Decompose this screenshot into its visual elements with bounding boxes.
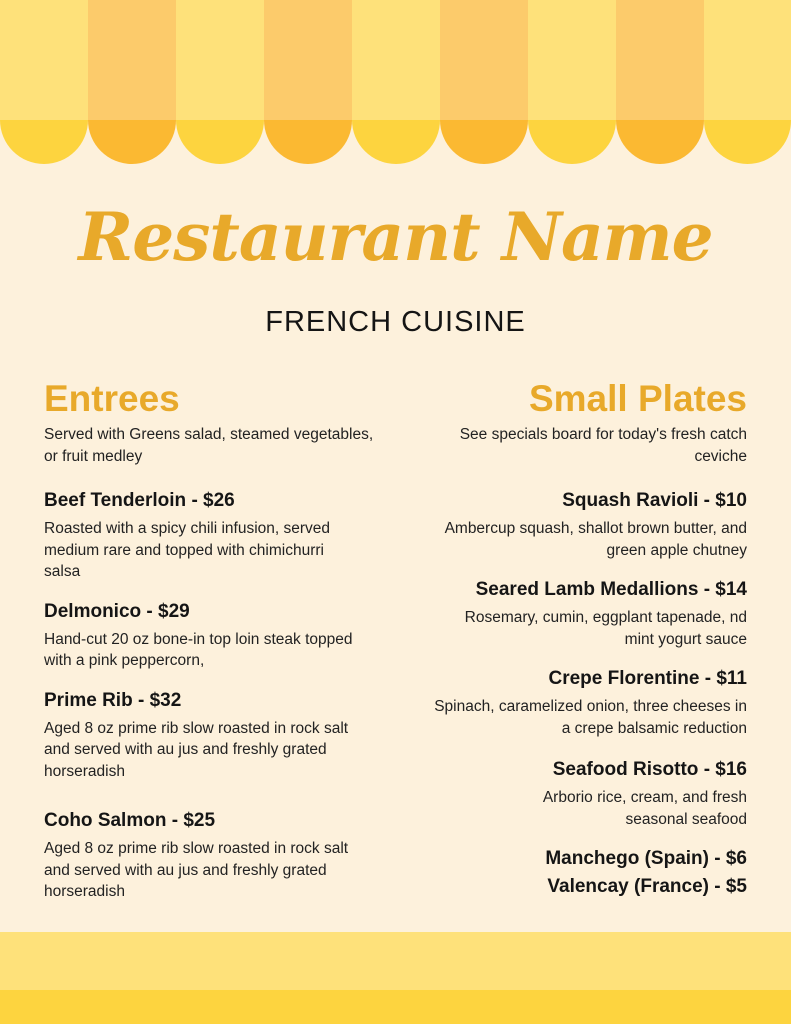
- awning-scallop: [528, 120, 616, 164]
- awning-stripe: [352, 0, 440, 120]
- menu-item-description: Rosemary, cumin, eggplant tapenade, nd mint yogurt sauce: [464, 609, 747, 648]
- awning-scallop: [616, 120, 704, 164]
- awning-stripe: [616, 0, 704, 120]
- cuisine-subtitle: FRENCH CUISINE: [265, 306, 526, 338]
- menu-item-name: Seared Lamb Medallions - $14: [475, 579, 747, 600]
- menu-item-name: Prime Rib - $32: [44, 689, 182, 711]
- menu-item: [412, 666, 747, 739]
- awning-scallop: [0, 120, 88, 164]
- restaurant-name: Restaurant Name: [78, 198, 713, 276]
- menu-item-description: Roasted with a spicy chili infusion, served medium rare and topped with chimichurri salsa: [44, 520, 331, 580]
- cheese-list: [412, 846, 747, 900]
- menu-item-name: Crepe Florentine - $11: [548, 668, 747, 689]
- entrees-heading: Entrees: [44, 378, 180, 419]
- menu-item: [412, 488, 747, 561]
- menu-item-description: Aged 8 oz prime rib slow roasted in rock salt and served with au jus and freshly grated horseradish: [44, 719, 349, 780]
- menu-item-name: Beef Tenderloin - $26: [44, 490, 235, 511]
- menu-item-description: Ambercup squash, shallot brown butter, and green apple chutney: [444, 520, 747, 559]
- footer-stripe: [0, 990, 791, 1024]
- menu-item-description: Hand-cut 20 oz bone-in top loin steak topped with a pink peppercorn,: [44, 630, 353, 669]
- menu-item: [44, 599, 379, 672]
- menu-item: [44, 688, 379, 783]
- entrees-description: Served with Greens salad, steamed vegetables, or fruit medley: [44, 426, 374, 465]
- awning-header: [0, 0, 791, 165]
- awning-stripe: [264, 0, 352, 120]
- awning-stripe: [704, 0, 791, 120]
- awning-scallop: [440, 120, 528, 164]
- menu-item: [44, 488, 379, 583]
- awning-stripe: [176, 0, 264, 120]
- awning-scallop: [88, 120, 176, 164]
- menu-item: [412, 577, 747, 650]
- small-plates-column: [412, 376, 747, 900]
- cheese-item-name: Manchego (Spain) - $6: [545, 848, 747, 869]
- awning-stripe: [0, 0, 88, 120]
- awning-scallop: [176, 120, 264, 164]
- entrees-column: [44, 376, 379, 903]
- footer-stripe: [0, 932, 791, 990]
- cheese-item-name: Valencay (France) - $5: [547, 876, 747, 897]
- small-plates-description: See specials board for today's fresh catch ceviche: [459, 426, 747, 465]
- menu-item-name: Squash Ravioli - $10: [562, 490, 747, 511]
- menu-item-description: Spinach, caramelized onion, three cheeses in a crepe balsamic reduction: [434, 698, 747, 737]
- awning-scallop: [352, 120, 440, 164]
- menu-item-name: Coho Salmon - $25: [44, 810, 216, 831]
- menu-item-description: Arborio rice, cream, and fresh seasonal seafood: [542, 789, 747, 828]
- awning-stripe: [440, 0, 528, 120]
- awning-scallop: [704, 120, 791, 164]
- menu-item: [412, 757, 747, 830]
- awning-stripe: [88, 0, 176, 120]
- menu-item-description: Aged 8 oz prime rib slow roasted in rock salt and served with au jus and freshly grated horseradish: [44, 840, 349, 900]
- awning-scallop: [264, 120, 352, 164]
- menu-item-name: Delmonico - $29: [44, 600, 190, 622]
- small-plates-heading: Small Plates: [528, 378, 747, 419]
- menu-item: [44, 808, 379, 903]
- menu-item-name: Seafood Risotto - $16: [552, 759, 747, 780]
- awning-stripe: [528, 0, 616, 120]
